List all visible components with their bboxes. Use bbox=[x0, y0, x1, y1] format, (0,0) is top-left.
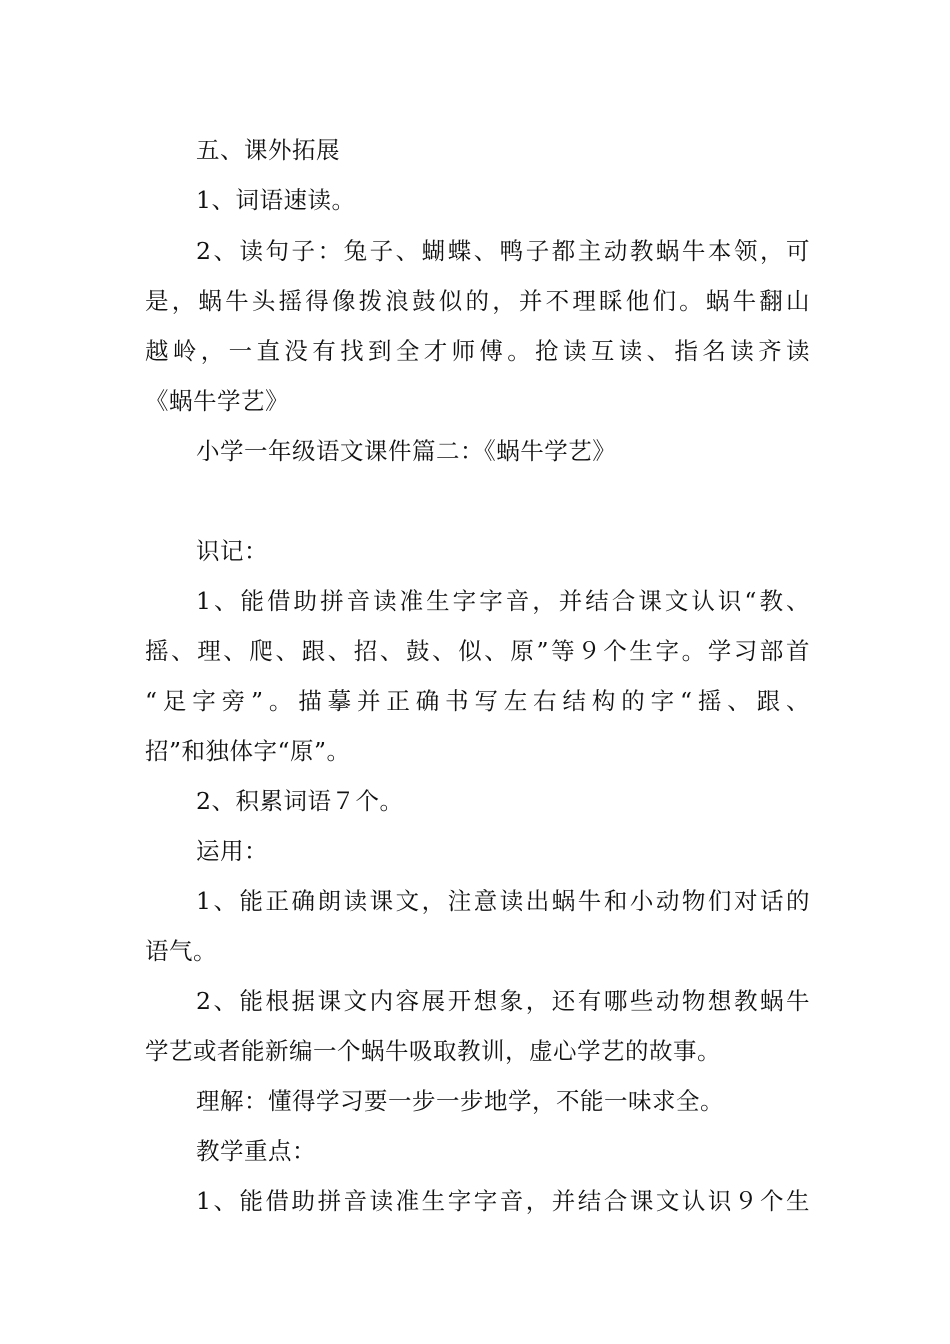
paragraph-line: 2、能根据课文内容展开想象，还有哪些动物想教蜗牛 bbox=[196, 987, 810, 1015]
list-item: 1、词语速读。 bbox=[196, 186, 356, 214]
paragraph-line: 学艺或者能新编一个蜗牛吸取教训，虚心学艺的故事。 bbox=[145, 1037, 721, 1065]
paragraph-line: 越岭，一直没有找到全才师傅。抢读互读、指名读齐读 bbox=[145, 337, 810, 365]
paragraph-line: 《蜗牛学艺》 bbox=[145, 387, 289, 415]
paragraph-line: 1、能正确朗读课文，注意读出蜗牛和小动物们对话的 bbox=[196, 887, 810, 915]
paragraph-line: 招”和独体字“原”。 bbox=[145, 737, 351, 765]
paragraph-line: 理解：懂得学习要一步一步地学，不能一味求全。 bbox=[196, 1087, 724, 1115]
paragraph-line: 是，蜗牛头摇得像拨浪鼓似的，并不理睬他们。蜗牛翻山 bbox=[145, 287, 810, 315]
section-heading: 小学一年级语文课件篇二：《蜗牛学艺》 bbox=[196, 437, 617, 465]
paragraph-line: 语气。 bbox=[145, 937, 217, 965]
section-heading: 教学重点： bbox=[196, 1137, 316, 1165]
paragraph-line: 摇、理、爬、跟、招、鼓、似、原”等９个生字。学习部首 bbox=[145, 637, 810, 665]
paragraph-line: 1、能借助拼音读准生字字音，并结合课文认识９个生 bbox=[196, 1187, 810, 1215]
paragraph-line: “足字旁”。描摹并正确书写左右结构的字“摇、跟、 bbox=[145, 687, 810, 715]
section-heading: 运用： bbox=[196, 837, 268, 865]
paragraph-line: 2、读句子：兔子、蝴蝶、鸭子都主动教蜗牛本领，可 bbox=[196, 237, 810, 265]
list-item: 2、积累词语７个。 bbox=[196, 787, 404, 815]
section-heading: 识记： bbox=[196, 537, 268, 565]
paragraph-line: 1、能借助拼音读准生字字音，并结合课文认识“教、 bbox=[196, 587, 810, 615]
section-heading: 五、课外拓展 bbox=[196, 136, 340, 164]
